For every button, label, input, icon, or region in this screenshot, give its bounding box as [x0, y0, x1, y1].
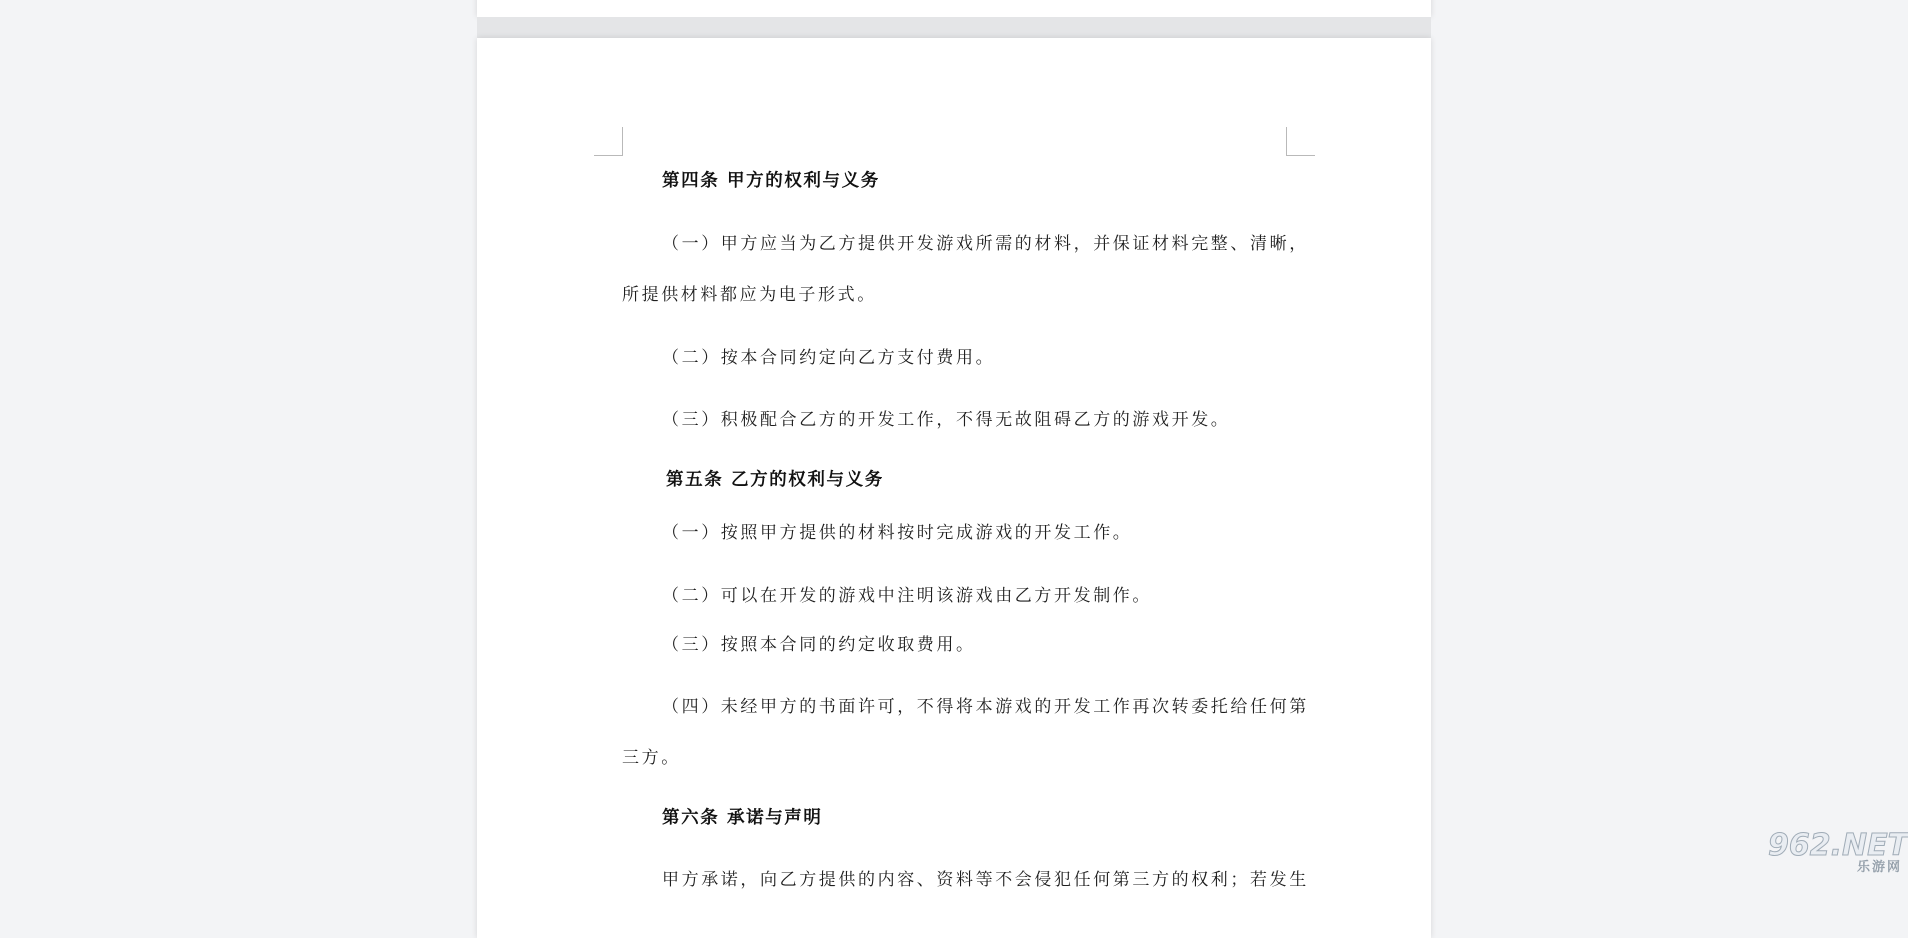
site-watermark [1768, 828, 1908, 876]
paragraph-line: （三）积极配合乙方的开发工作，不得无故阻碍乙方的游戏开发。 [662, 410, 1231, 430]
paragraph-line: （四）未经甲方的书面许可，不得将本游戏的开发工作再次转委托给任何第 [662, 697, 1309, 717]
paragraph-line: （一）按照甲方提供的材料按时完成游戏的开发工作。 [662, 523, 1133, 543]
article-5-heading: 第五条 乙方的权利与义务 [666, 470, 884, 490]
paragraph-line: （一）甲方应当为乙方提供开发游戏所需的材料，并保证材料完整、清晰， [662, 234, 1309, 254]
paragraph-line: （二）可以在开发的游戏中注明该游戏由乙方开发制作。 [662, 586, 1152, 606]
previous-page [477, 0, 1431, 17]
watermark-logo: 962.NET [1768, 828, 1908, 863]
paragraph-line: （二）按本合同约定向乙方支付费用。 [662, 348, 996, 368]
watermark-subtitle: 乐游网 [1856, 860, 1902, 875]
paragraph-line: 三方。 [622, 748, 681, 768]
document-page [477, 38, 1431, 938]
paragraph-line: 甲方承诺，向乙方提供的内容、资料等不会侵犯任何第三方的权利；若发生 [662, 870, 1309, 890]
page-separator [477, 17, 1431, 38]
crop-mark-top-right [1286, 127, 1315, 156]
article-4-heading: 第四条 甲方的权利与义务 [662, 171, 880, 191]
paragraph-line: （三）按照本合同的约定收取费用。 [662, 635, 976, 655]
paragraph-line: 所提供材料都应为电子形式。 [622, 285, 877, 305]
article-6-heading: 第六条 承诺与声明 [662, 808, 823, 828]
crop-mark-top-left [594, 127, 623, 156]
